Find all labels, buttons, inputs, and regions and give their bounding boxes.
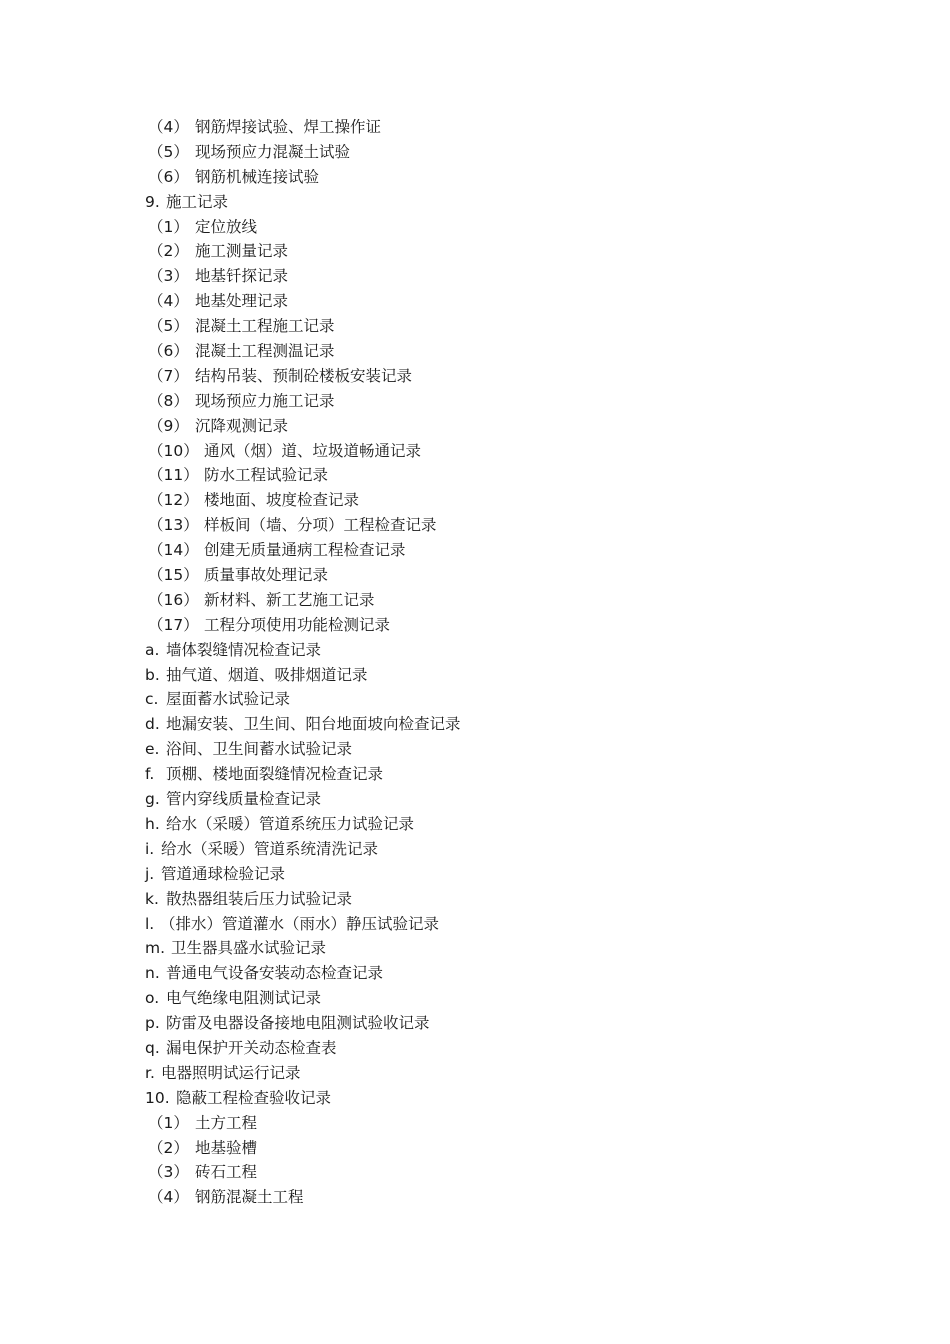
list-item-text: 样板间（墙、分项）工程检查记录 bbox=[204, 516, 437, 535]
list-item-text: 给水（采暖）管道系统压力试验记录 bbox=[166, 814, 415, 833]
list-item-text: 通风（烟）道、垃圾道畅通记录 bbox=[204, 441, 422, 460]
list-item-marker: （2） bbox=[148, 242, 189, 261]
list-item-marker: （3） bbox=[148, 267, 189, 286]
list-item-text: 定位放线 bbox=[195, 217, 258, 236]
list-item bbox=[0, 1036, 950, 1061]
list-item bbox=[0, 1185, 950, 1210]
list-item bbox=[0, 1011, 950, 1036]
list-item bbox=[0, 538, 950, 563]
list-item-marker: （2） bbox=[148, 1138, 189, 1157]
list-item-marker: （5） bbox=[148, 317, 189, 336]
list-item-text: 钢筋焊接试验、焊工操作证 bbox=[195, 118, 382, 136]
list-item-text: 散热器组装后压力试验记录 bbox=[166, 889, 353, 908]
list-item-text: 混凝土工程测温记录 bbox=[195, 342, 335, 361]
list-item-text: 施工记录 bbox=[166, 192, 229, 211]
list-item-marker: （6） bbox=[148, 167, 189, 186]
list-item-marker: （4） bbox=[148, 118, 189, 136]
list-item bbox=[0, 787, 950, 812]
list-item-text: 钢筋混凝土工程 bbox=[195, 1188, 304, 1207]
list-item bbox=[0, 687, 950, 712]
list-item bbox=[0, 190, 950, 215]
list-item bbox=[0, 339, 950, 364]
list-item bbox=[0, 638, 950, 663]
list-item bbox=[0, 986, 950, 1011]
list-item-marker: b. bbox=[145, 665, 160, 684]
list-item-marker: （1） bbox=[148, 217, 189, 236]
list-item-marker: p. bbox=[145, 1014, 160, 1033]
list-item-text: 土方工程 bbox=[195, 1113, 258, 1132]
list-item-marker: d. bbox=[145, 715, 160, 734]
list-item bbox=[0, 165, 950, 190]
list-item bbox=[0, 264, 950, 289]
list-item-marker: （7） bbox=[148, 366, 189, 385]
list-item-marker: （17） bbox=[148, 615, 199, 634]
list-item-marker: g. bbox=[145, 790, 160, 809]
list-item bbox=[0, 563, 950, 588]
list-item-text: 施工测量记录 bbox=[195, 242, 289, 261]
list-item-marker: h. bbox=[145, 814, 160, 833]
list-item-text: 浴间、卫生间蓄水试验记录 bbox=[166, 740, 353, 759]
list-item-text: 砖石工程 bbox=[195, 1163, 258, 1182]
list-item bbox=[0, 389, 950, 414]
list-item-text: 地漏安装、卫生间、阳台地面坡向检查记录 bbox=[166, 715, 461, 734]
list-item bbox=[0, 837, 950, 862]
list-item-marker: （16） bbox=[148, 590, 199, 609]
list-item bbox=[0, 414, 950, 439]
list-item bbox=[0, 588, 950, 613]
list-item bbox=[0, 1160, 950, 1185]
list-item-text: 质量事故处理记录 bbox=[204, 566, 329, 585]
list-item bbox=[0, 1061, 950, 1086]
list-item bbox=[0, 762, 950, 787]
list-item-marker: （12） bbox=[148, 491, 199, 510]
list-item-marker: k. bbox=[145, 889, 159, 908]
list-item-marker: 10. bbox=[145, 1088, 170, 1107]
list-item bbox=[0, 812, 950, 837]
list-item-text: 抽气道、烟道、吸排烟道记录 bbox=[166, 665, 368, 684]
list-item-marker: 9. bbox=[145, 192, 160, 211]
list-item bbox=[0, 439, 950, 464]
list-item-marker: （15） bbox=[148, 566, 199, 585]
list-item-text: （排水）管道灌水（雨水）静压试验记录 bbox=[160, 914, 440, 933]
list-item-marker: j. bbox=[145, 864, 155, 883]
list-item-marker: （4） bbox=[148, 1188, 189, 1207]
list-item-text: 地基验槽 bbox=[195, 1138, 258, 1157]
list-item-marker: f. bbox=[145, 765, 155, 784]
list-item bbox=[0, 961, 950, 986]
list-item-marker: o. bbox=[145, 989, 160, 1008]
list-item bbox=[0, 613, 950, 638]
list-item-text: 防水工程试验记录 bbox=[204, 466, 329, 485]
list-item-text: 混凝土工程施工记录 bbox=[195, 317, 335, 336]
list-item-marker: （10） bbox=[148, 441, 199, 460]
list-item bbox=[0, 513, 950, 538]
document-body bbox=[0, 115, 950, 1210]
list-item bbox=[0, 712, 950, 737]
list-item-text: 钢筋机械连接试验 bbox=[195, 167, 320, 186]
list-item-text: 普通电气设备安装动态检查记录 bbox=[166, 964, 384, 983]
list-item-text: 创建无质量通病工程检查记录 bbox=[204, 541, 406, 560]
list-item-text: 现场预应力混凝土试验 bbox=[195, 142, 351, 161]
list-item-marker: e. bbox=[145, 740, 160, 759]
list-item bbox=[0, 289, 950, 314]
list-item-text: 墙体裂缝情况检查记录 bbox=[166, 640, 322, 659]
list-item-text: 新材料、新工艺施工记录 bbox=[204, 590, 375, 609]
list-item-text: 隐蔽工程检查验收记录 bbox=[176, 1088, 332, 1107]
list-item bbox=[0, 887, 950, 912]
list-item-text: 给水（采暖）管道系统清洗记录 bbox=[161, 839, 379, 858]
list-item-marker: l. bbox=[145, 914, 155, 933]
list-item-text: 电气绝缘电阻测试记录 bbox=[166, 989, 322, 1008]
list-item bbox=[0, 140, 950, 165]
list-item-text: 工程分项使用功能检测记录 bbox=[204, 615, 391, 634]
list-item bbox=[0, 862, 950, 887]
list-item-text: 电器照明试运行记录 bbox=[161, 1063, 301, 1082]
list-item-marker: （11） bbox=[148, 466, 199, 485]
list-item bbox=[0, 1086, 950, 1111]
list-item-text: 沉降观测记录 bbox=[195, 416, 289, 435]
list-item-text: 管内穿线质量检查记录 bbox=[166, 790, 322, 809]
list-item bbox=[0, 663, 950, 688]
list-item-marker: c. bbox=[145, 690, 159, 709]
list-item bbox=[0, 912, 950, 937]
list-item-marker: （8） bbox=[148, 391, 189, 410]
list-item bbox=[0, 1111, 950, 1136]
list-item-marker: （9） bbox=[148, 416, 189, 435]
list-item-marker: a. bbox=[145, 640, 160, 659]
list-item-text: 楼地面、坡度检查记录 bbox=[204, 491, 360, 510]
list-item-text: 管道通球检验记录 bbox=[161, 864, 286, 883]
list-item bbox=[0, 463, 950, 488]
list-item bbox=[0, 488, 950, 513]
list-item-text: 结构吊装、预制砼楼板安装记录 bbox=[195, 366, 413, 385]
list-item bbox=[0, 936, 950, 961]
list-item-marker: （5） bbox=[148, 142, 189, 161]
list-item bbox=[0, 239, 950, 264]
list-item bbox=[0, 215, 950, 240]
list-item-text: 顶棚、楼地面裂缝情况检查记录 bbox=[166, 765, 384, 784]
list-item bbox=[0, 314, 950, 339]
list-item bbox=[0, 1136, 950, 1161]
list-item-marker: （14） bbox=[148, 541, 199, 560]
list-item-marker: i. bbox=[145, 839, 155, 858]
list-item bbox=[0, 364, 950, 389]
list-item-marker: （1） bbox=[148, 1113, 189, 1132]
list-item-text: 地基处理记录 bbox=[195, 292, 289, 311]
list-item-text: 屋面蓄水试验记录 bbox=[166, 690, 291, 709]
list-item-marker: q. bbox=[145, 1038, 160, 1057]
list-item-marker: （13） bbox=[148, 516, 199, 535]
list-item-marker: （6） bbox=[148, 342, 189, 361]
list-item-marker: （4） bbox=[148, 292, 189, 311]
list-item bbox=[0, 737, 950, 762]
list-item-text: 漏电保护开关动态检查表 bbox=[166, 1038, 337, 1057]
list-item-text: 卫生器具盛水试验记录 bbox=[171, 939, 327, 958]
list-item-text: 地基钎探记录 bbox=[195, 267, 289, 286]
list-item-text: 现场预应力施工记录 bbox=[195, 391, 335, 410]
list-item-text: 防雷及电器设备接地电阻测试验收记录 bbox=[166, 1014, 430, 1033]
list-item-marker: m. bbox=[145, 939, 166, 958]
list-item bbox=[0, 115, 950, 140]
list-item-marker: r. bbox=[145, 1063, 155, 1082]
list-item-marker: （3） bbox=[148, 1163, 189, 1182]
list-item-marker: n. bbox=[145, 964, 160, 983]
